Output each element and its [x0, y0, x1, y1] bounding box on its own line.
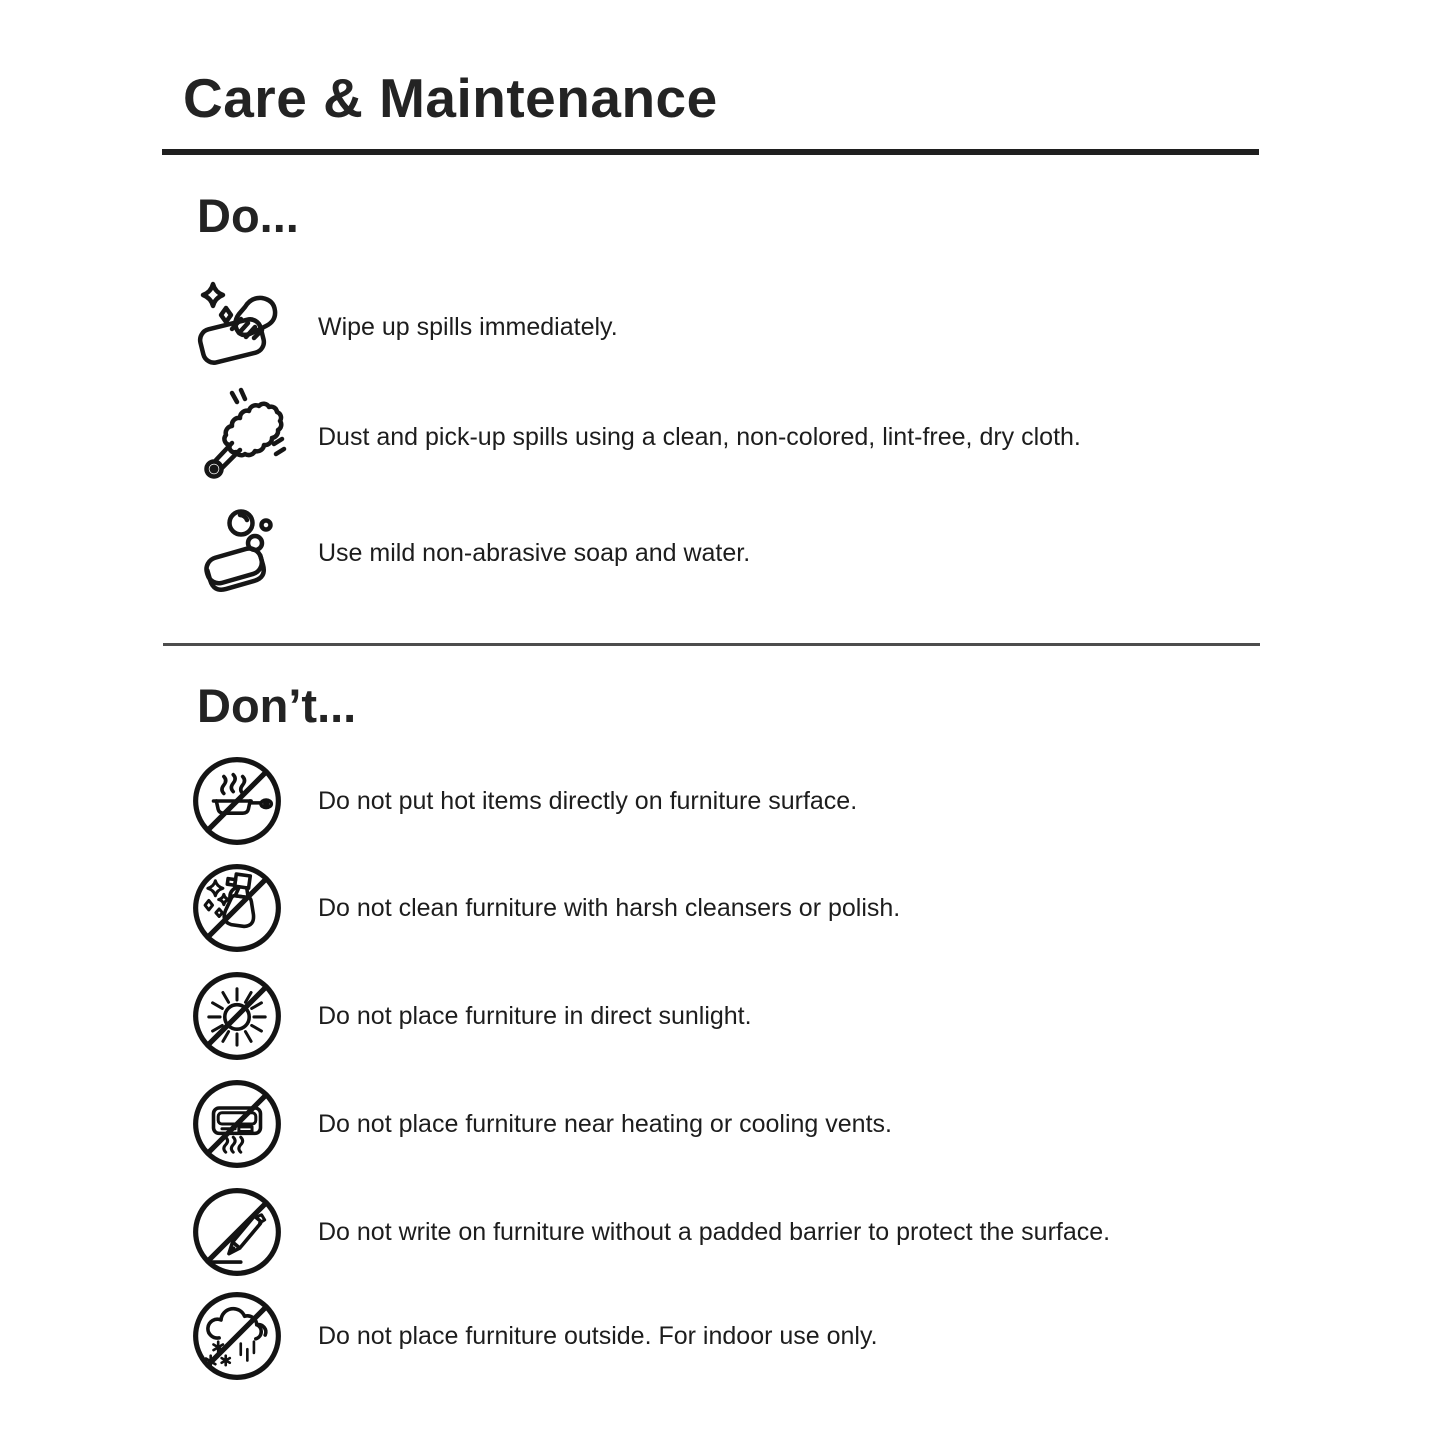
do-item-dust: [188, 387, 1081, 487]
no-vents-icon: [190, 1077, 284, 1171]
dont-item-outdoors: [190, 1289, 878, 1383]
duster-icon: [188, 387, 288, 487]
wipe-spill-icon: [188, 277, 288, 377]
do-item-label: Dust and pick-up spills using a clean, non-colored, lint-free, dry cloth.: [318, 422, 1081, 451]
dont-item-hot-items: [190, 754, 857, 848]
no-hot-items-icon: [190, 754, 284, 848]
do-item-wipe-spills: [188, 277, 618, 377]
dont-item-harsh-cleansers: [190, 861, 900, 955]
dont-item-label: Do not put hot items directly on furniture surface.: [318, 786, 858, 815]
dont-item-label: Do not place furniture outside. For indoor use only.: [318, 1321, 878, 1350]
do-item-label: Wipe up spills immediately.: [318, 312, 618, 341]
do-item-soap: [188, 503, 750, 603]
dont-item-label: Do not place furniture near heating or cooling vents.: [318, 1109, 892, 1138]
dont-item-label: Do not write on furniture without a padded barrier to protect the surface.: [318, 1217, 1111, 1246]
soap-bubbles-icon: [188, 503, 288, 603]
no-writing-icon: [190, 1185, 284, 1279]
no-outdoor-icon: [190, 1289, 284, 1383]
dont-item-direct-sunlight: [190, 969, 752, 1063]
no-direct-sunlight-icon: [190, 969, 284, 1063]
page-title: Care & Maintenance: [183, 67, 718, 129]
dont-item-label: Do not clean furniture with harsh cleansers or polish.: [318, 893, 901, 922]
do-item-label: Use mild non-abrasive soap and water.: [318, 538, 751, 567]
dont-item-vents: [190, 1077, 892, 1171]
no-harsh-cleansers-icon: [190, 861, 284, 955]
section-divider: [163, 643, 1260, 646]
dont-item-writing: [190, 1185, 1110, 1279]
do-section-heading: Do...: [197, 189, 299, 242]
dont-item-label: Do not place furniture in direct sunlight.: [318, 1001, 752, 1030]
title-divider: [162, 149, 1259, 155]
dont-section-heading: Don’t...: [197, 679, 357, 732]
